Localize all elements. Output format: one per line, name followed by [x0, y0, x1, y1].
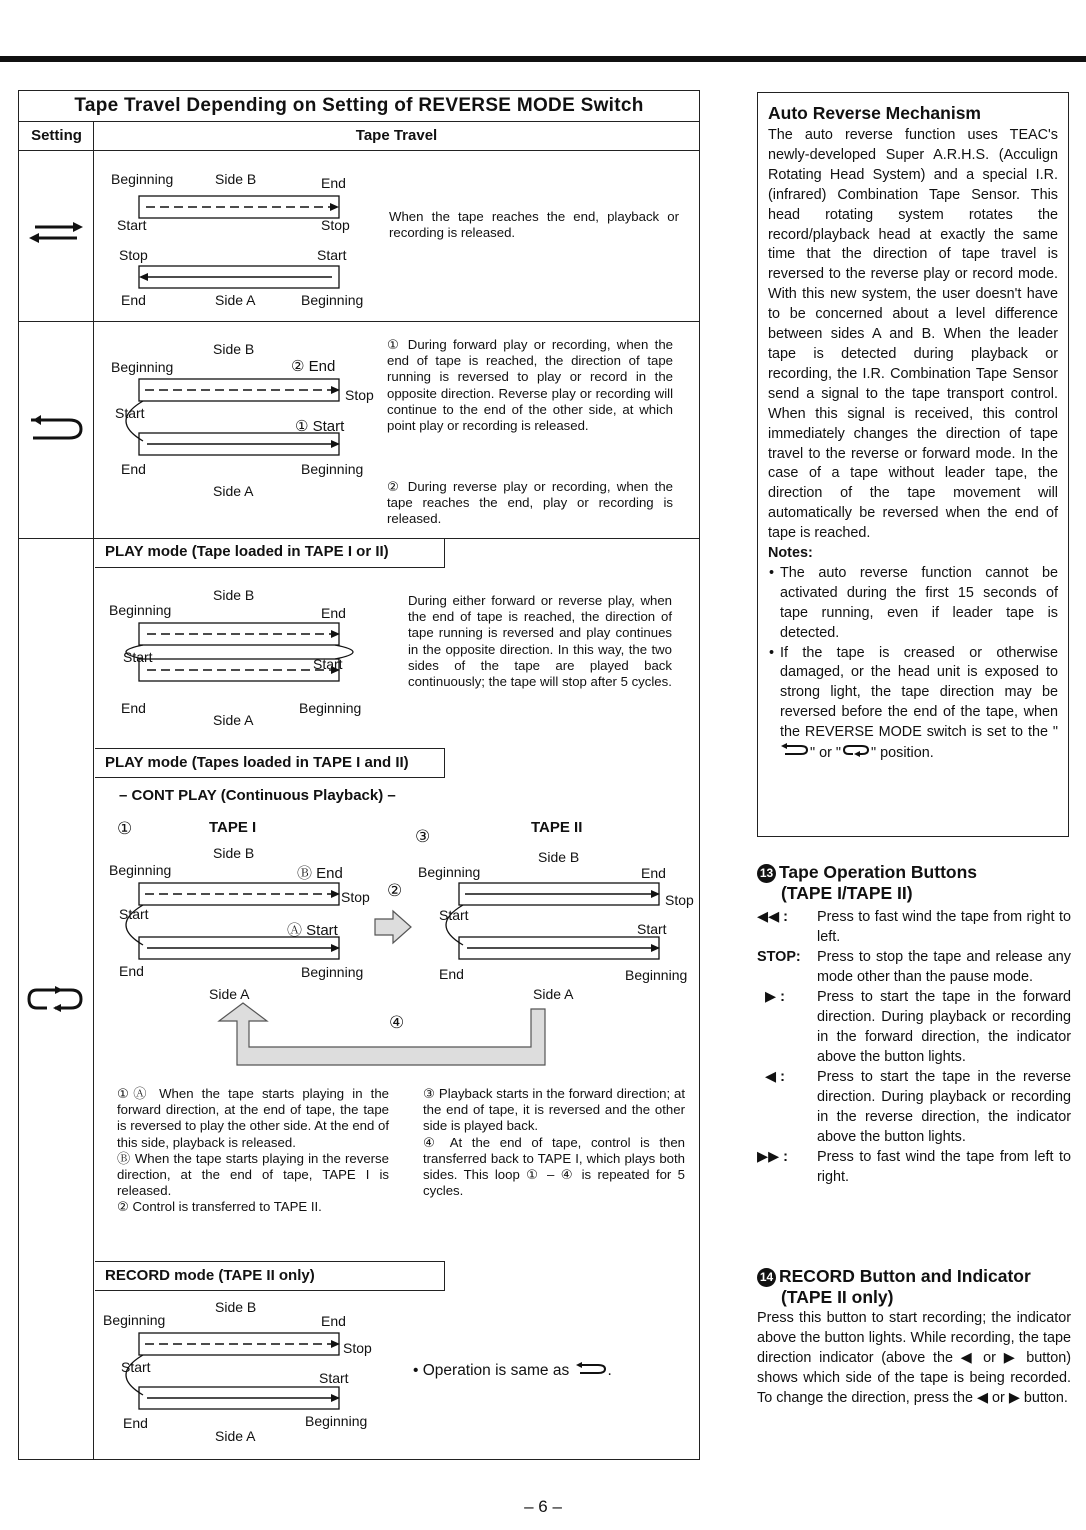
- note-text: " or ": [810, 745, 842, 762]
- label-side-b: Side B: [215, 171, 257, 187]
- continuous-reverse-mode-icon: [841, 743, 871, 757]
- step-3-marker: ③: [415, 827, 431, 846]
- label-end: End: [321, 175, 346, 191]
- label-side-a: Side A: [215, 292, 256, 308]
- play-mode-single-header: PLAY mode (Tape loaded in TAPE I or II): [95, 538, 445, 568]
- col-header-setting: Setting: [19, 121, 94, 151]
- note-text: " position.: [871, 745, 934, 762]
- label-end: ② End: [291, 358, 336, 375]
- single-reverse-mode-icon: [25, 409, 87, 449]
- step-2-marker: ②: [387, 881, 403, 900]
- stop-description: Press to stop the tape and release any mode other than the pause mode.: [817, 949, 1071, 985]
- label-beginning: Beginning: [109, 602, 172, 618]
- stop-label: STOP:: [757, 949, 801, 965]
- top-rule: [0, 56, 1086, 62]
- label-side-a: Side A: [533, 986, 574, 1002]
- auto-reverse-box: [757, 92, 1069, 837]
- step-1-marker: ①: [117, 819, 133, 838]
- label-start: Start: [121, 1359, 151, 1375]
- record-mode-description: [413, 1361, 612, 1380]
- record-mode-text: • Operation is same as: [413, 1362, 570, 1379]
- title-line-1: Tape Operation Buttons: [779, 862, 978, 882]
- label-start: Start: [317, 247, 347, 263]
- title-line-1: RECORD Button and Indicator: [779, 1266, 1031, 1286]
- play-mode-dual-header: PLAY mode (Tapes loaded in TAPE I and II): [95, 748, 445, 778]
- transfer-arrow-icon: [373, 909, 413, 945]
- single-reverse-mode-icon: [780, 743, 810, 757]
- label-start: Start: [313, 656, 343, 672]
- forward-play-row: [757, 987, 1071, 1067]
- label-end: End: [119, 963, 144, 979]
- label-beginning: Beginning: [301, 964, 364, 980]
- page-number: – 6 –: [524, 1497, 562, 1516]
- auto-reverse-body: The auto reverse function uses TEAC's newly-developed Super A.R.H.S. (Acculign Rotating Head System) and a special I.R. (infrared) Combination Tape Sensor. This head rotating system rotates the record/playback head at exactly the same time that the direction of tape travel is reversed to the reverse play or record mode. With this new system, the user doesn't have to be concerned about a level difference between sides A and B. When the leader tape is detected during playback or recording, the I.R. Combination Tape Sensor send a signal to the tape transport control. When this signal is received, this control immediately changes the direction of tape travel to the reverse or forward mode. In the case of a tape without leader tape, the direction of the tape movement will automatically be reversed when the end of tape is reached.: [768, 127, 1058, 542]
- row2-description-1: ① During forward play or recording, when the end of tape is reached, the direction of tape running is reversed to play or record in the opposite direction. Reverse play or recording will continue to the end of the other side, at which point play or recording is released.: [387, 337, 673, 434]
- continuous-reverse-mode-icon: [25, 979, 87, 1019]
- label-start: ① Start: [295, 418, 345, 435]
- row2-description-2: ② During reverse play or recording, when the tape reaches the end, play or recording is released.: [387, 479, 673, 527]
- label-beginning: Beginning: [301, 292, 364, 308]
- tape-travel-table: [18, 90, 700, 1460]
- label-beginning: Beginning: [301, 461, 364, 477]
- label-beginning: Beginning: [111, 171, 174, 187]
- label-beginning: Beginning: [111, 359, 174, 375]
- tape-1-label: TAPE I: [209, 819, 257, 836]
- note-3: ③ Playback starts in the forward direction; at the end of tape, it is reversed and the other side is played back.: [423, 1086, 685, 1134]
- button-list: [757, 907, 1071, 1187]
- record-button-subtitle: (TAPE II only): [781, 1287, 894, 1307]
- reverse-play-icon: ◀ :: [765, 1069, 785, 1085]
- label-beginning: Beginning: [103, 1312, 166, 1328]
- record-button-section: [757, 1266, 1071, 1408]
- single-reverse-mode-icon: [574, 1361, 608, 1377]
- forward-play-description: Press to start the tape in the forward direction. During playback or recording in the forward direction, the indicator above the button lights.: [817, 989, 1071, 1065]
- label-end: Ⓑ End: [297, 865, 343, 882]
- label-start: Ⓐ Start: [287, 922, 338, 939]
- label-beginning: Beginning: [109, 862, 172, 878]
- label-start: Start: [637, 921, 667, 937]
- label-start: Start: [123, 649, 153, 665]
- note-item: • The auto reverse function cannot be activated during the first 15 seconds of tape running, even if leader tape is detected.: [780, 564, 1058, 644]
- fast-forward-icon: ▶▶ :: [757, 1149, 788, 1165]
- row-divider: [19, 321, 699, 322]
- label-end: End: [641, 865, 666, 881]
- note-4: ④ At the end of tape, control is then transferred back to TAPE I, which plays both sides. This loop ① – ④ is repeated for 5 cycles.: [423, 1134, 685, 1199]
- note-1a: ①Ⓐ When the tape starts playing in the forward direction, at the end of tape, the tape is reversed to play the other side. At the end of this side, playback is released.: [117, 1086, 389, 1150]
- tape-2-label: TAPE II: [531, 819, 583, 836]
- label-side-b: Side B: [213, 845, 255, 861]
- record-mode-header: RECORD mode (TAPE II only): [95, 1261, 445, 1291]
- label-beginning: Beginning: [418, 864, 481, 880]
- rewind-row: [757, 907, 1071, 947]
- label-stop: Stop: [321, 217, 350, 233]
- note-item: [780, 644, 1058, 764]
- label-side-a: Side A: [213, 483, 254, 499]
- label-side-a: Side A: [209, 986, 250, 1002]
- play-mode-single-description: During either forward or reverse play, when the end of tape is reached, the direction of tape running is reversed and play continues in the opposite direction. In this way, the two sides of the tape are played back continuously; the tape will stop after 5 cycles.: [408, 593, 672, 690]
- item-number: 13: [757, 864, 776, 883]
- label-stop: Stop: [345, 387, 374, 403]
- tape-path-diagram: [134, 191, 354, 301]
- item-number: 14: [757, 1268, 776, 1287]
- note-2: ② Control is transferred to TAPE II.: [117, 1199, 322, 1215]
- stop-row: [757, 947, 1071, 987]
- label-end: End: [439, 966, 464, 982]
- label-side-a: Side A: [215, 1428, 256, 1444]
- cont-play-notes-left: [117, 1086, 389, 1216]
- cont-play-subheader: – CONT PLAY (Continuous Playback) –: [119, 787, 396, 804]
- label-side-b: Side B: [215, 1299, 257, 1315]
- label-side-b: Side B: [213, 587, 255, 603]
- label-stop: Stop: [665, 892, 694, 908]
- label-side-b: Side B: [213, 341, 255, 357]
- tape-operation-title: [757, 862, 1071, 883]
- label-end: End: [321, 1313, 346, 1329]
- label-start: Start: [439, 907, 469, 923]
- rewind-icon: ◀◀ :: [757, 909, 788, 925]
- notes-list: [768, 564, 1058, 764]
- reverse-play-row: [757, 1067, 1071, 1147]
- fast-forward-row: [757, 1147, 1071, 1187]
- label-start: Start: [319, 1370, 349, 1386]
- one-way-mode-icon: [25, 213, 87, 253]
- step-4-marker: ④: [389, 1013, 405, 1032]
- label-beginning: Beginning: [625, 967, 688, 983]
- note-text: If the tape is creased or otherwise damaged, or the head unit is exposed to strong light, the tape direction may be reversed before the end of the tape, when the REVERSE MODE switch is set to the ": [780, 644, 1058, 741]
- label-start: Start: [119, 906, 149, 922]
- fast-forward-description: Press to fast wind the tape from left to right.: [817, 1149, 1071, 1185]
- tape-operation-section: [757, 862, 1071, 1187]
- label-beginning: Beginning: [299, 700, 362, 716]
- label-stop: Stop: [343, 1340, 372, 1356]
- note-b: Ⓑ When the tape starts playing in the reverse direction, at the end of tape, TAPE I is released.: [117, 1150, 389, 1199]
- label-side-a: Side A: [213, 712, 254, 728]
- label-end: End: [321, 605, 346, 621]
- row1-description: When the tape reaches the end, playback or recording is released.: [389, 209, 679, 241]
- forward-play-icon: ▶ :: [765, 989, 785, 1005]
- auto-reverse-title: Auto Reverse Mechanism: [768, 103, 981, 123]
- label-stop: Stop: [119, 247, 148, 263]
- rewind-description: Press to fast wind the tape from right to left.: [817, 909, 1071, 945]
- col-header-tape-travel: Tape Travel: [94, 121, 699, 151]
- table-title: Tape Travel Depending on Setting of REVERSE MODE Switch: [74, 95, 644, 116]
- record-button-title: [757, 1266, 1071, 1287]
- label-start: Start: [115, 405, 145, 421]
- label-end: End: [121, 292, 146, 308]
- label-end: End: [123, 1415, 148, 1431]
- notes-label: Notes:: [768, 545, 813, 562]
- label-beginning: Beginning: [305, 1413, 368, 1429]
- reverse-play-description: Press to start the tape in the reverse direction. During playback or recording in the reverse direction, the indicator above the button lights.: [817, 1069, 1071, 1145]
- period: .: [607, 1362, 612, 1379]
- label-end: End: [121, 461, 146, 477]
- label-end: End: [121, 700, 146, 716]
- label-stop: Stop: [341, 889, 370, 905]
- record-button-body: Press this button to start recording; the indicator above the button lights. While recording, the tape direction indicator (above the ◀ or ▶ button) shows which side of the tape is being recorded. To change the direction, press the ◀ or ▶ button.: [757, 1310, 1071, 1406]
- label-start: Start: [117, 217, 147, 233]
- tape-operation-subtitle: (TAPE I/TAPE II): [781, 883, 913, 903]
- label-side-b: Side B: [538, 849, 580, 865]
- cont-play-notes-right: [423, 1086, 685, 1199]
